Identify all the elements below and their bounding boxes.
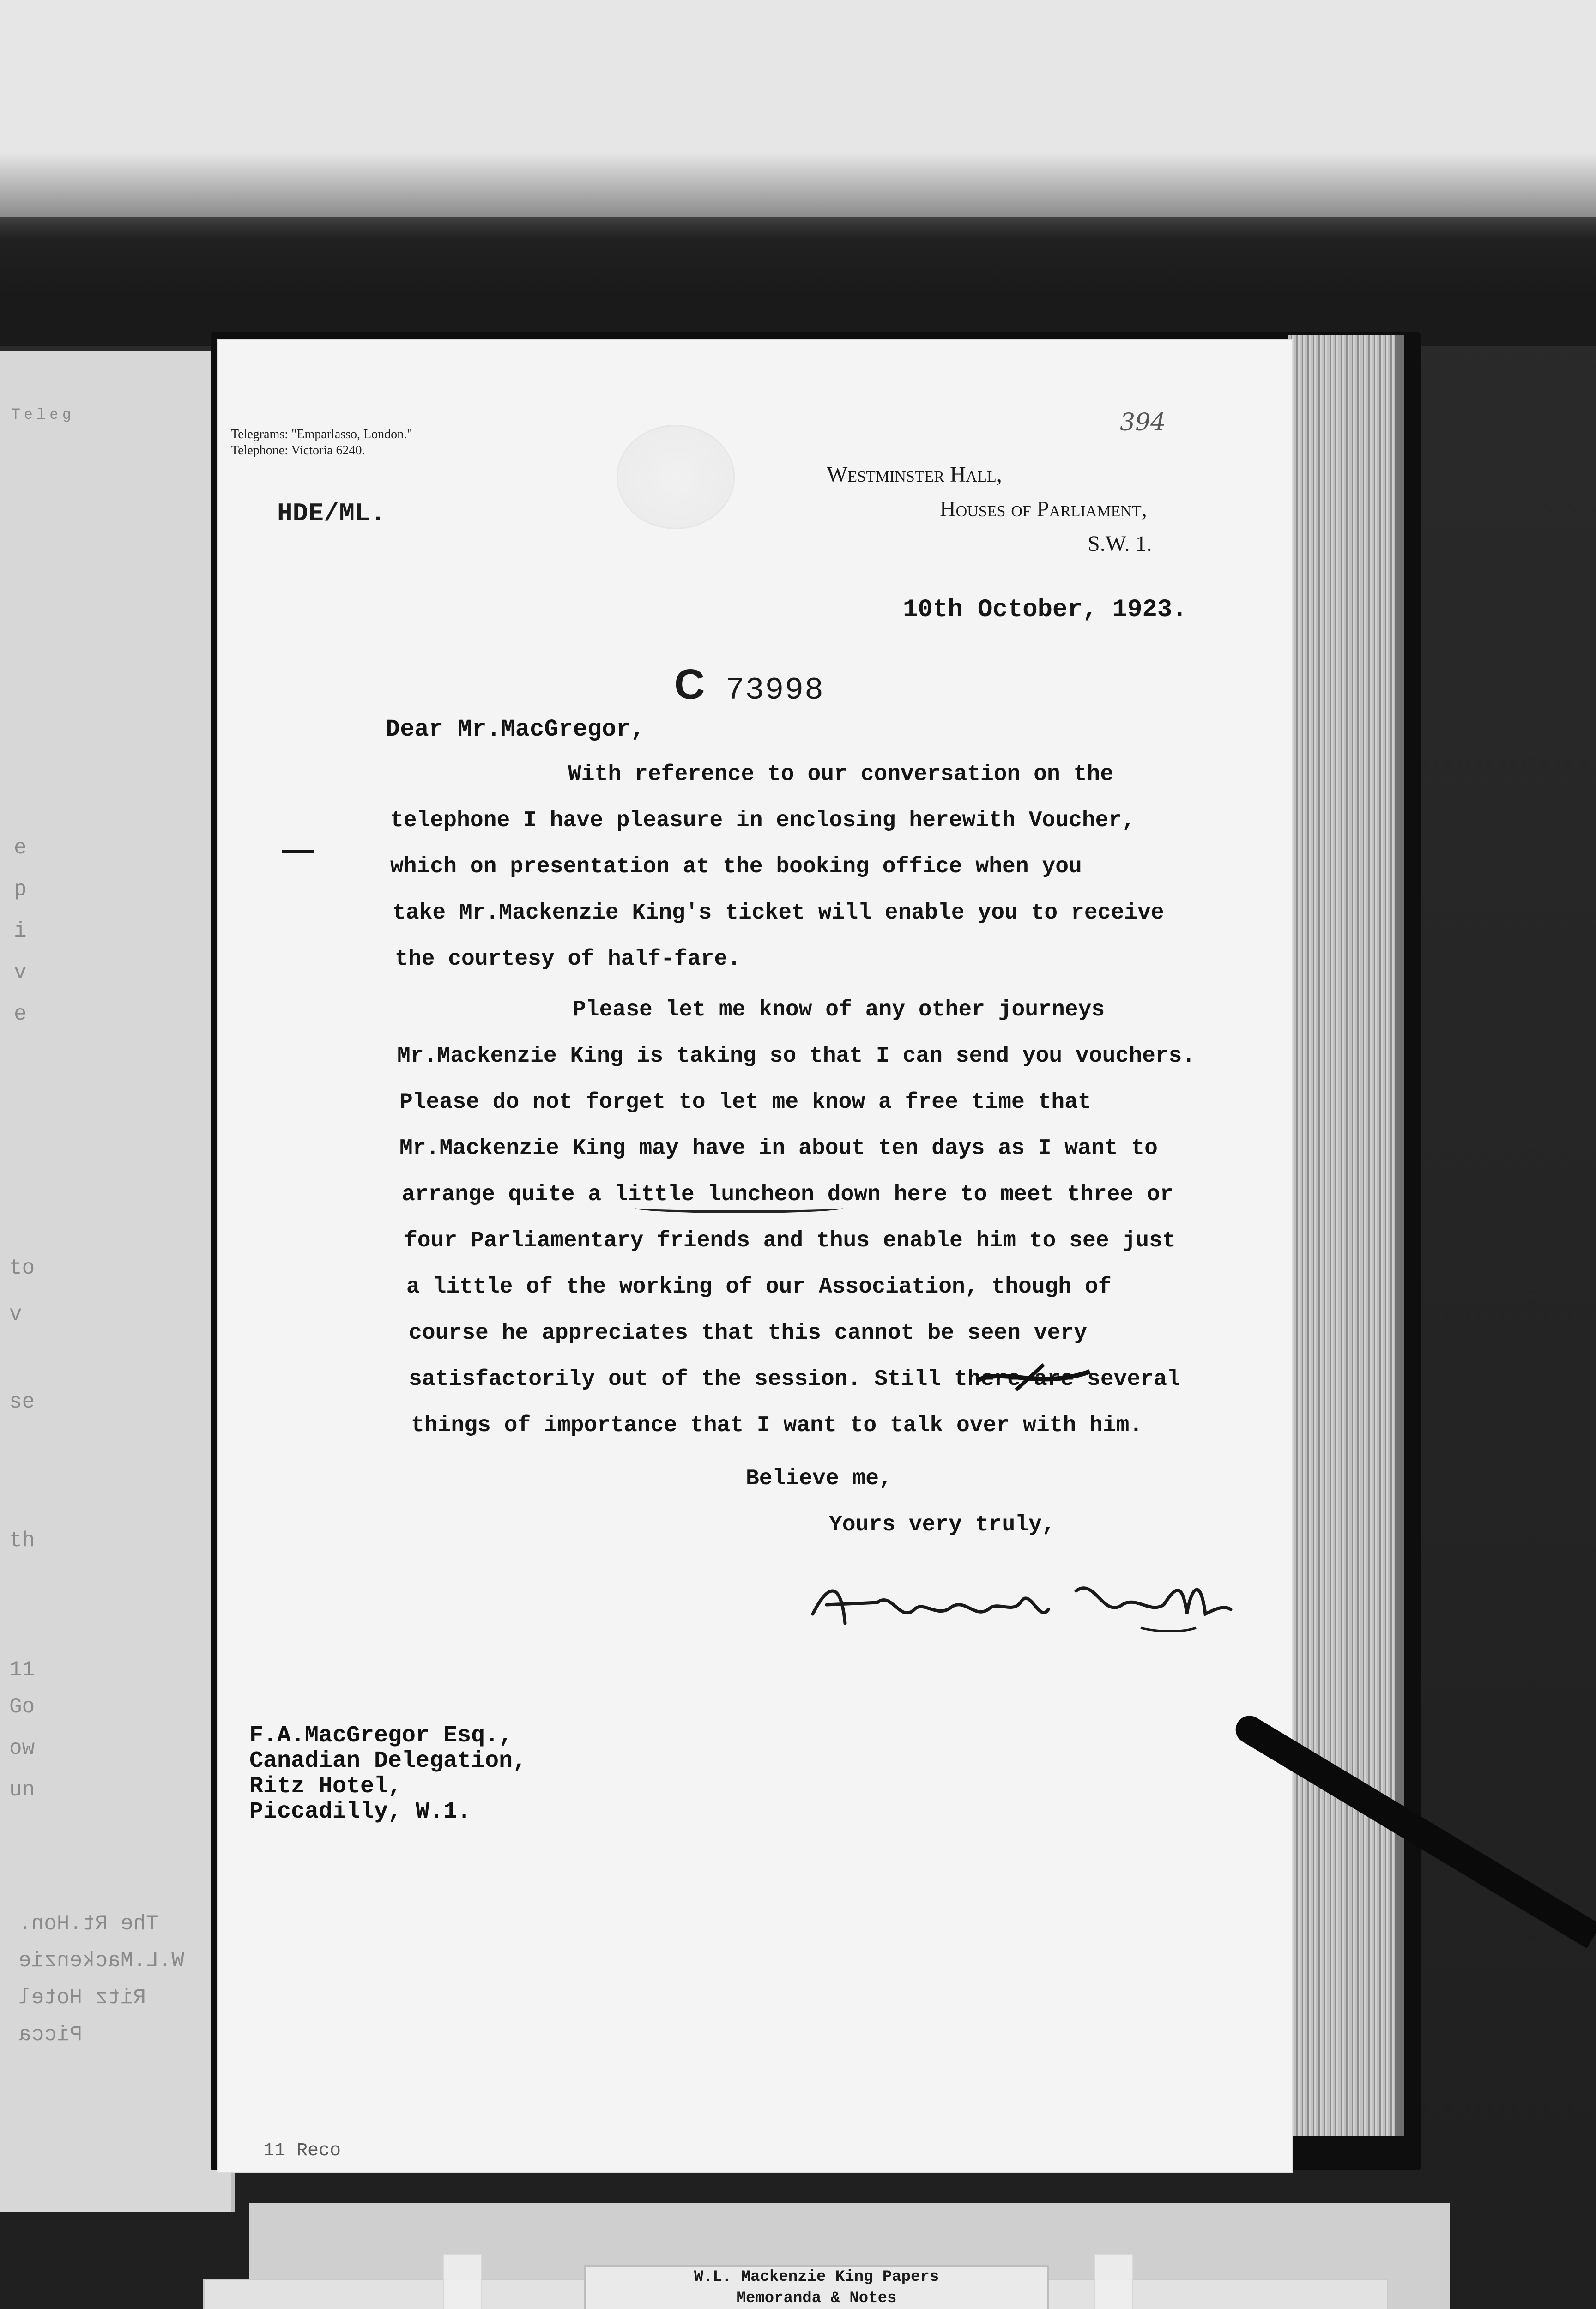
faint-text: v xyxy=(14,961,27,985)
letterhead-telegrams: Telegrams: "Emparlasso, London." xyxy=(231,427,412,441)
recipient-line: Ritz Hotel, xyxy=(249,1773,402,1800)
faint-text: th xyxy=(9,1529,35,1553)
archive-label-slip xyxy=(584,2265,1049,2309)
mirrored-text: W.L.Mackenzie xyxy=(18,1949,184,1973)
body-line: Mr.Mackenzie King may have in about ten days as I want to xyxy=(399,1136,1158,1161)
faint-text: e xyxy=(14,1002,27,1026)
margin-dash xyxy=(282,850,314,853)
page-edges xyxy=(1288,335,1404,2136)
faint-text: ᵀᵉˡᵉᵍ xyxy=(9,406,73,430)
document-number-value: 73998 xyxy=(725,673,824,708)
pencil-underline xyxy=(635,1203,843,1213)
tape-strip xyxy=(443,2254,482,2309)
body-line: course he appreciates that this cannot be seen very xyxy=(409,1321,1088,1346)
shadow-band xyxy=(0,152,1596,346)
address-line-2: Houses of Parliament, xyxy=(940,497,1147,521)
body-line: things of importance that I want to talk over with him. xyxy=(411,1413,1143,1438)
faint-text: se xyxy=(9,1390,35,1414)
body-line: arrange quite a little luncheon down here to meet three or xyxy=(402,1182,1173,1207)
body-line: telephone I have pleasure in enclosing herewith Voucher, xyxy=(390,808,1136,833)
faint-text: to xyxy=(9,1256,35,1280)
mirrored-text: Picca xyxy=(18,2023,83,2047)
faint-text: Go xyxy=(9,1695,35,1719)
faint-text: un xyxy=(9,1778,35,1802)
mirrored-text: Ritz Hotel xyxy=(18,1986,146,2010)
faint-text: v xyxy=(9,1302,22,1326)
tape-strip xyxy=(1094,2254,1133,2309)
salutation: Dear Mr.MacGregor, xyxy=(386,716,645,743)
recipient-line: Piccadilly, W.1. xyxy=(249,1799,472,1825)
body-line: With reference to our conversation on the xyxy=(568,762,1113,787)
embossed-seal xyxy=(617,425,735,529)
handwritten-signature xyxy=(799,1559,1233,1651)
document-number-prefix: C xyxy=(674,661,705,708)
closing-believe-me: Believe me, xyxy=(746,1466,892,1491)
recipient-line: F.A.MacGregor Esq., xyxy=(249,1723,513,1749)
page-number: 394 xyxy=(1120,409,1166,436)
letterhead-telephone: Telephone: Victoria 6240. xyxy=(231,443,365,458)
footer-mark: 11 Reco xyxy=(263,2140,341,2161)
body-line: satisfactorily out of the session. Still there are several xyxy=(409,1367,1180,1392)
body-line: which on presentation at the booking office when you xyxy=(390,854,1082,879)
address-line-1: Westminster Hall, xyxy=(827,462,1002,487)
slip-collection: W.L. Mackenzie King Papers xyxy=(694,2268,939,2286)
mirrored-text: The Rt.Hon. xyxy=(18,1912,159,1936)
recipient-line: Canadian Delegation, xyxy=(249,1748,527,1774)
slip-series: Memoranda & Notes xyxy=(736,2290,897,2307)
handwritten-correction xyxy=(974,1362,1094,1395)
faint-text: ow xyxy=(9,1736,35,1760)
body-line: Please let me know of any other journeys xyxy=(573,997,1105,1022)
body-line: Please do not forget to let me know a free time that xyxy=(399,1090,1091,1115)
facing-page xyxy=(0,351,235,2212)
letter-date: 10th October, 1923. xyxy=(903,596,1187,624)
faint-text: 11 xyxy=(9,1658,35,1682)
faint-text: i xyxy=(14,919,27,943)
faint-text: p xyxy=(14,877,27,901)
closing-yours-truly: Yours very truly, xyxy=(829,1512,1055,1537)
body-line: a little of the working of our Association, though of xyxy=(406,1275,1112,1300)
body-line: the courtesy of half-fare. xyxy=(395,947,741,972)
body-line: take Mr.Mackenzie King's ticket will enable you to receive xyxy=(393,901,1164,925)
address-line-3: S.W. 1. xyxy=(1088,532,1152,556)
reference-code: HDE/ML. xyxy=(277,499,386,528)
letter-page xyxy=(217,339,1293,2173)
body-line: four Parliamentary friends and thus enable him to see just xyxy=(404,1228,1176,1253)
faint-text: e xyxy=(14,836,27,860)
body-line: Mr.Mackenzie King is taking so that I can send you vouchers. xyxy=(397,1044,1196,1069)
document-number xyxy=(674,660,824,709)
